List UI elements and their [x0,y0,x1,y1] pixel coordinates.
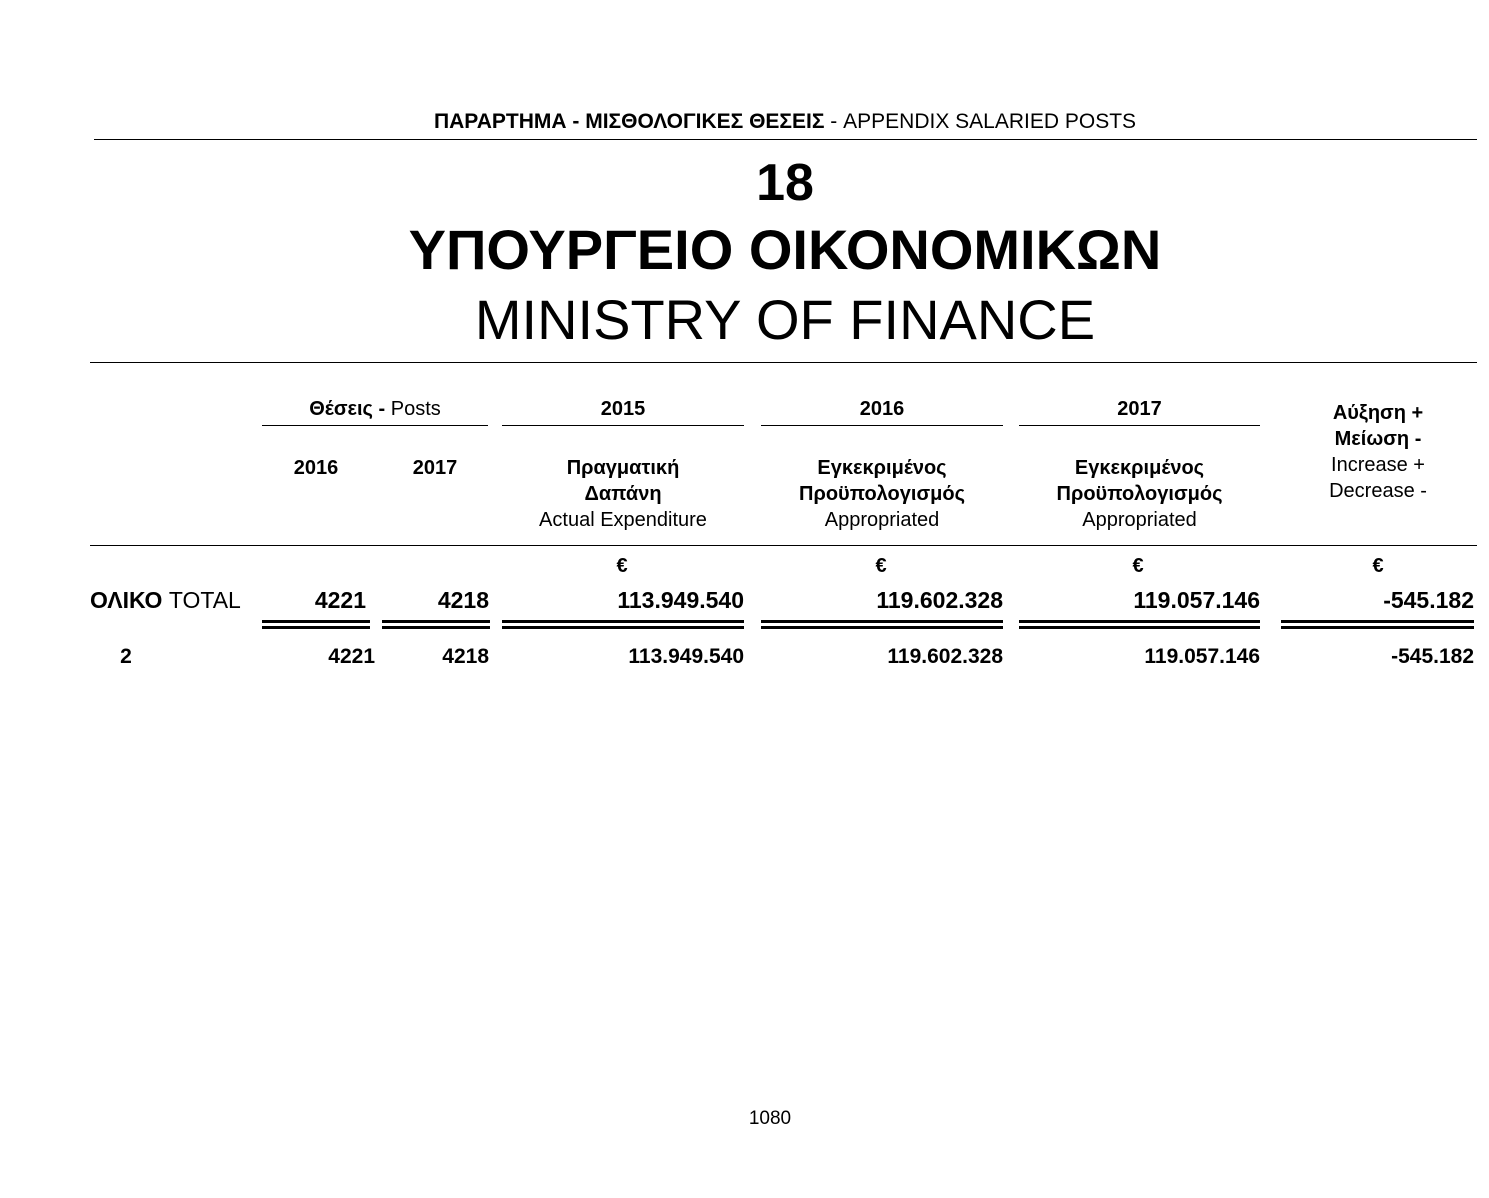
total-underline-posts-2016 [262,620,370,629]
posts-2016-header: 2016 [293,457,339,479]
year-2017-underline [1019,425,1260,426]
actual-english: Actual Expenditure [539,509,707,531]
change-greek-line1: Αύξηση + [1332,402,1424,424]
title-divider-bottom [90,362,1477,363]
approp-2017-greek-line1: Εγκεκριμένος [1074,457,1205,479]
total-underline-2016 [761,620,1003,629]
total-underline-change [1281,620,1474,629]
appendix-title-english: - APPENDIX SALARIED POSTS [824,110,1137,133]
total-label-english: TOTAL [162,587,241,613]
title-divider-top [94,139,1477,140]
year-2016-header: 2016 [859,398,905,420]
change-greek-line2: Μείωση - [1334,428,1422,450]
row-approp-2016: 119.602.328 [887,645,1003,668]
appropriated-2016-header [761,455,1003,533]
posts-header-greek: Θέσεις - [309,398,386,420]
change-english-line2: Decrease - [1329,480,1427,502]
year-2015-header: 2015 [600,398,646,420]
row-approp-2017: 119.057.146 [1144,645,1260,668]
total-underline-2017 [1019,620,1260,629]
row-code: 2 [120,645,132,668]
row-posts-2017: 4218 [442,645,489,668]
row-change: -545.182 [1391,645,1474,668]
page-number: 1080 [748,1108,792,1129]
actual-greek-line2: Δαπάνη [584,483,662,505]
total-change: -545.182 [1383,587,1474,613]
posts-header-english: Posts [385,398,441,420]
appendix-title [0,110,1489,134]
year-2016-underline [761,425,1003,426]
total-approp-2016: 119.602.328 [876,587,1003,613]
year-2015-underline [502,425,744,426]
total-label [90,587,241,614]
ministry-name-english: MINISTRY OF FINANCE [474,288,1096,351]
appropriated-2017-header [1019,455,1260,533]
ministry-name-greek: ΥΠΟΥΡΓΕΙΟ ΟΙΚΟΝΟΜΙΚΩΝ [408,218,1162,281]
header-divider [90,545,1477,546]
total-underline-2015 [502,620,744,629]
total-actual-2015: 113.949.540 [617,587,744,613]
year-2017-header: 2017 [1117,398,1162,420]
actual-expenditure-header [502,455,744,533]
total-posts-2016: 4221 [314,587,366,613]
currency-2017: € [1132,555,1144,577]
approp-2016-english: Appropriated [824,509,940,531]
posts-header-underline [262,425,488,426]
approp-2017-greek-line2: Προϋπολογισμός [1056,483,1223,505]
approp-2017-english: Appropriated [1082,509,1197,531]
total-approp-2017: 119.057.146 [1133,587,1260,613]
actual-greek-line1: Πραγματική [566,457,680,479]
appendix-title-greek: ΠΑΡΑΡΤΗΜΑ - ΜΙΣΘΟΛΟΓΙΚΕΣ ΘΕΣΕΙΣ [433,110,825,133]
approp-2016-greek-line1: Εγκεκριμένος [817,457,947,479]
currency-2016: € [875,555,887,577]
ministry-number: 18 [756,154,814,212]
change-english-line1: Increase + [1331,454,1425,476]
currency-change: € [1372,555,1384,577]
row-posts-2016: 4221 [328,645,375,668]
total-posts-2017: 4218 [437,587,489,613]
currency-2015: € [616,555,628,577]
posts-2017-header: 2017 [412,457,458,479]
total-underline-posts-2017 [382,620,490,629]
posts-header [262,396,488,422]
approp-2016-greek-line2: Προϋπολογισμός [799,483,965,505]
row-actual-2015: 113.949.540 [628,645,744,668]
change-header [1280,400,1476,505]
total-label-greek: ΟΛΙΚΟ [90,587,163,613]
